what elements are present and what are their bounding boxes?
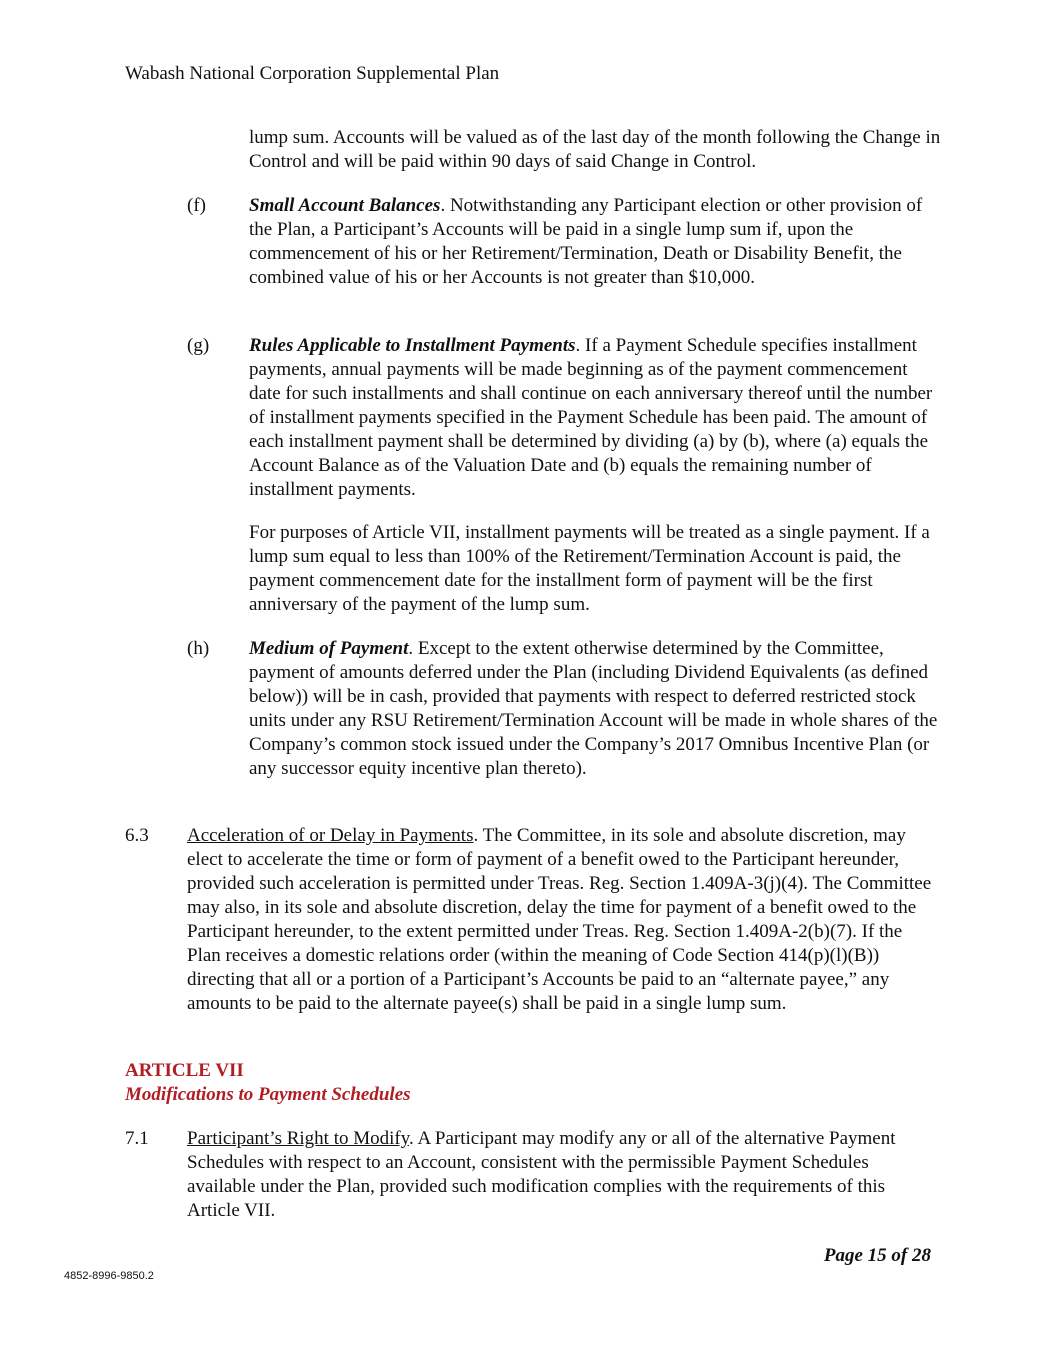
section-number: 7.1 bbox=[125, 1128, 149, 1149]
section-number: 6.3 bbox=[125, 825, 149, 846]
subsection-g-paragraph-2: For purposes of Article VII, installment payments will be treated as a single payment. If a lump sum equal to less than 100% of the Retirement/Termination Account is paid, the payment commencement date for the installment form of payment will be the first anniversary of the payment of the lump sum. bbox=[249, 522, 930, 615]
subsection-heading: Rules Applicable to Installment Payments bbox=[249, 335, 576, 356]
subsection-heading: Medium of Payment bbox=[249, 638, 409, 659]
subsection-label: (g) bbox=[187, 335, 210, 356]
section-body bbox=[187, 824, 937, 1016]
subsection-body bbox=[249, 194, 939, 290]
subsection-text: . Except to the extent otherwise determined by the Committee, payment of amounts deferred under the Plan (including Dividend Equivalents (as defined below)) will be in cash, provided that payments with respect to deferred restricted stock units under any RSU Retirement/Termination Account will be made in whole shares of the Company’s common stock issued under the Company’s 2017 Omnibus Incentive Plan (or any successor equity incentive plan thereto). bbox=[249, 638, 938, 779]
subsection-text: . Notwithstanding any Participant election or other provision of the Plan, a Participant’s Accounts will be paid in a single lump sum if, upon the commencement of his or her Retirement/Termination, Death or Disability Benefit, the combined value of his or her Accounts is not greater than $10,000. bbox=[249, 195, 923, 288]
subsection-label: (h) bbox=[187, 638, 210, 659]
article-subtitle: Modifications to Payment Schedules bbox=[125, 1084, 411, 1105]
page-number: Page 15 of 28 bbox=[823, 1245, 931, 1266]
section-heading: Acceleration of or Delay in Payments bbox=[187, 825, 474, 846]
subsection-body bbox=[249, 637, 939, 781]
document-id: 4852-8996-9850.2 bbox=[64, 1270, 154, 1282]
article-title: ARTICLE VII bbox=[125, 1060, 244, 1081]
subsection-body bbox=[249, 334, 939, 502]
article-heading bbox=[125, 1059, 411, 1107]
subsection-heading: Small Account Balances bbox=[249, 195, 441, 216]
running-header: Wabash National Corporation Supplemental Plan bbox=[125, 63, 500, 84]
subsection-label: (f) bbox=[187, 195, 206, 216]
continued-paragraph: lump sum. Accounts will be valued as of the last day of the month following the Change in Control and will be paid within 90 days of said Change in Control. bbox=[249, 127, 941, 172]
subsection-text: . If a Payment Schedule specifies installment payments, annual payments will be made beginning as of the payment commencement date for such installments and shall continue on each anniversary thereof until the number of installment payments specified in the Payment Schedule has been paid. The amount of each installment payment shall be determined by dividing (a) by (b), where (a) equals the Account Balance as of the Valuation Date and (b) equals the remaining number of installment payments. bbox=[249, 335, 933, 500]
section-heading: Participant’s Right to Modify bbox=[187, 1128, 410, 1149]
section-body bbox=[187, 1127, 937, 1223]
section-text: . A Participant may modify any or all of the alternative Payment Schedules with respect to an Account, consistent with the permissible Payment Schedules available under the Plan, provided such modification complies with the requirements of this Article VII. bbox=[187, 1128, 896, 1221]
section-text: . The Committee, in its sole and absolute discretion, may elect to accelerate the time or form of payment of a benefit owed to the Participant hereunder, provided such acceleration is permitted under Treas. Reg. Section 1.409A-3(j)(4). The Committee may also, in its sole and absolute discretion, delay the time for payment of a benefit owed to the Participant hereunder, to the extent permitted under Treas. Reg. Section 1.409A-2(b)(7). If the Plan receives a domestic relations order (within the meaning of Code Section 414(p)(l)(B)) directing that all or a portion of a Participant’s Accounts be paid to an “alternate payee,” any amounts to be paid to the alternate payee(s) shall be paid in a single lump sum. bbox=[187, 825, 932, 1014]
